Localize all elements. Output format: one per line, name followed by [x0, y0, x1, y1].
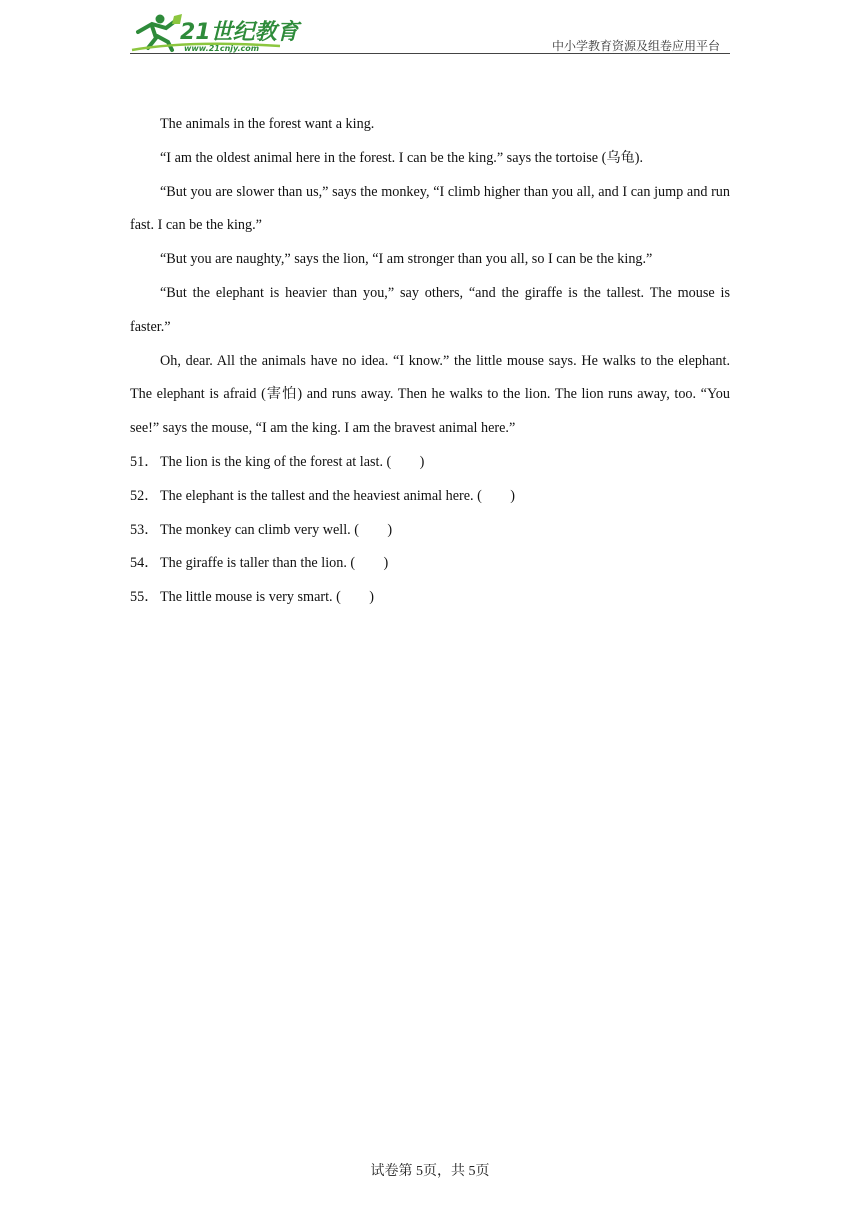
question-item	[130, 480, 730, 514]
answer-blank[interactable]	[391, 454, 419, 470]
question-close: )	[510, 487, 515, 504]
logo	[130, 10, 310, 54]
question-number: 51．	[130, 453, 159, 470]
page-footer: 试卷第 5页，共 5页	[370, 1164, 490, 1179]
question-number: 53．	[130, 521, 159, 538]
logo-url: www.21cnjy.com	[184, 44, 260, 53]
question-text: The little mouse is very smart. (	[160, 589, 341, 606]
passage-paragraph: “But the elephant is heavier than you,” say others, “and the giraffe is the tallest. The mouse is faster.”	[130, 284, 730, 335]
header-divider	[130, 53, 730, 54]
page-header	[130, 10, 730, 56]
question-item	[130, 514, 730, 548]
question-text: The giraffe is taller than the lion. (	[160, 555, 356, 572]
passage-paragraph: The animals in the forest want a king.	[160, 116, 375, 132]
question-text: The elephant is the tallest and the heaviest animal here. (	[160, 487, 482, 504]
question-text: The monkey can climb very well. (	[160, 521, 359, 538]
passage-paragraph: “But you are naughty,” says the lion, “I am stronger than you all, so I can be the king.”	[160, 251, 653, 268]
answer-blank[interactable]	[355, 555, 383, 571]
question-item	[130, 581, 730, 615]
answer-blank[interactable]	[482, 488, 510, 504]
passage-paragraph: “I am the oldest animal here in the forest. I can be the king.” says the tortoise (乌龟).	[160, 149, 644, 166]
passage-paragraph: Oh, dear. All the animals have no idea. “I know.” the little mouse says. He walks to the elephant. The elephant is afraid (害怕) and runs away. Then he walks to the lion. The lion runs away, too. “You see!” says the mouse, “I am the king. I am the bravest animal here.”	[130, 352, 730, 437]
answer-blank[interactable]	[359, 522, 387, 538]
question-close: )	[419, 453, 425, 470]
logo-graphic	[130, 10, 310, 54]
question-text: The lion is the king of the forest at last. (	[160, 453, 392, 470]
passage-paragraph: “But you are slower than us,” says the monkey, “I climb higher than you all, and I can jump and run fast. I can be the king.”	[130, 183, 730, 234]
question-number: 55．	[130, 589, 159, 606]
question-number: 52．	[130, 487, 159, 504]
logo-title: 21世纪教育	[180, 20, 299, 45]
answer-blank[interactable]	[341, 589, 369, 605]
question-close: )	[387, 521, 393, 538]
reading-passage	[130, 108, 730, 615]
question-close: )	[383, 555, 389, 572]
question-item	[130, 446, 730, 480]
question-item	[130, 547, 730, 581]
question-number: 54．	[130, 555, 159, 572]
platform-title: 中小学教育资源及组卷应用平台	[551, 39, 720, 53]
question-close: )	[369, 589, 374, 606]
